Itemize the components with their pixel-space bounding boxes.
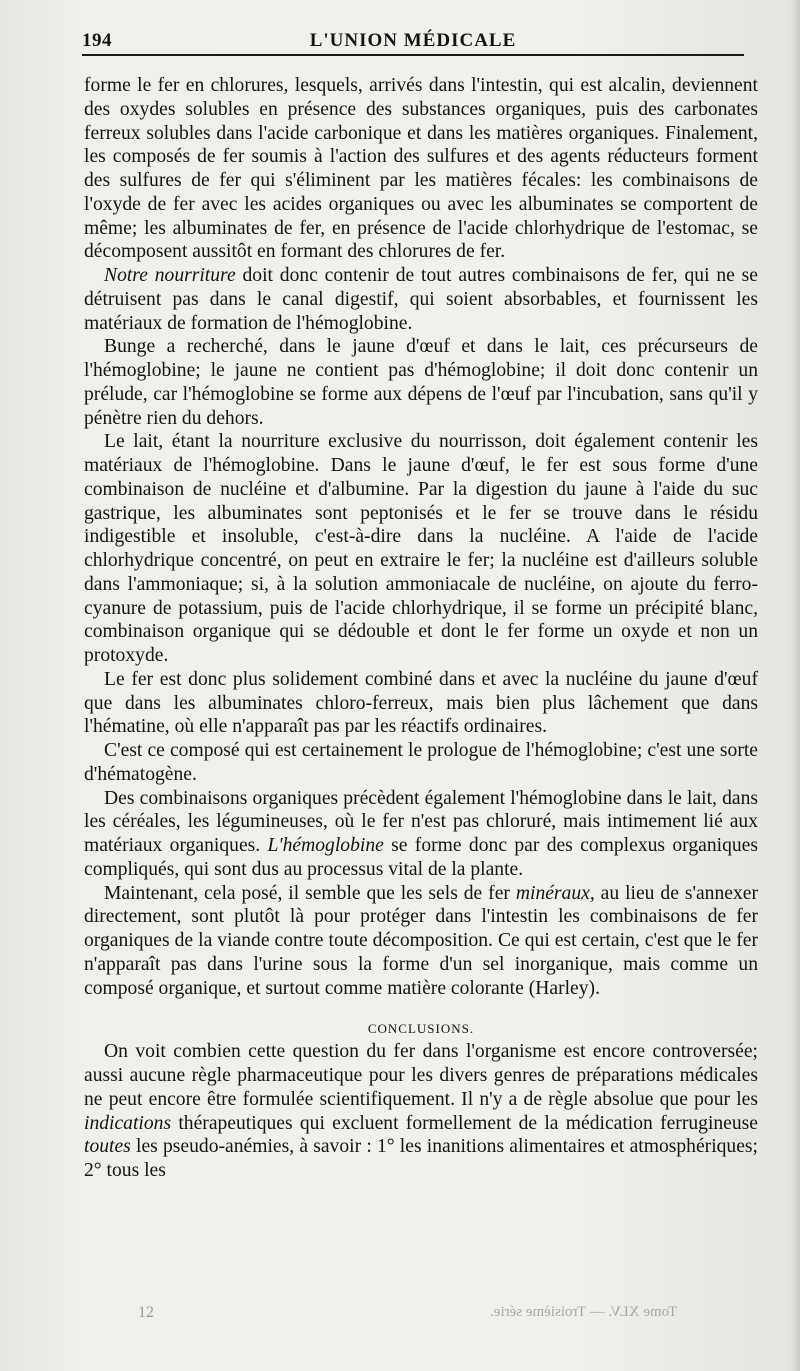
paragraph: [84, 787, 758, 882]
paragraph: [84, 1040, 758, 1183]
paragraph-text: On voit combien cette question du fer dans l'organisme est encore controversée; aussi aucune règle pharmaceutique pour les divers genres de préparations médicales ne peut encore être formulée scientifiquement. Il n'y a de règle absolue que pour les: [84, 1041, 758, 1110]
paragraph: forme le fer en chlorures, lesquels, arrivés dans l'intestin, qui est alcalin, deviennent des oxydes solubles en présence des substances organiques, puis des carbonates ferreux solubles dans l'acide carbonique et dans les matières organiques. Finalement, les composés de fer soumis à l'action des sulfures et des agents réducteurs forment des sulfures de fer qui s'éliminent par les matières fécales: les combinaisons de l'oxyde de fer avec les acides organiques ou avec les albuminates se comportent de même; les albuminates de fer, en présence de l'acide chlorhydrique de l'estomac, se décomposent aussitôt en formant des chlorures de fer.: [84, 75, 758, 263]
paragraph-text: Des combinaisons organiques précèdent également l'hémoglobine dans le lait, dans les céréales, les légumineuses, où le fer n'est pas chloruré, mais intimement lié aux matériaux organiques.: [84, 787, 758, 856]
paragraph: Le fer est donc plus solidement combiné dans et avec la nucléine du jaune d'œuf que dans les albuminates chloro-ferreux, mais bien plus lâchement que dans l'hématine, où elle n'apparaît pas par les réactifs ordinaires.: [84, 668, 758, 738]
paragraph-text: thérapeutiques qui excluent formellement de la médication ferrugineuse: [171, 1112, 758, 1134]
section-heading: CONCLUSIONS.: [367, 1021, 475, 1037]
signature-mark: 12: [138, 1304, 154, 1321]
paragraph: Le lait, étant la nourriture exclusive du nourrisson, doit également contenir les matériaux de l'hémoglobine. Dans le jaune d'œuf, le fer est sous forme d'une combinaison de nucléine et d'albumine. Par la digestion du jaune à l'aide du suc gastrique, les albuminates sont peptonisés et le fer se trouve dans le résidu indigestible et insoluble, c'est-à-dire dans la nucléine. A l'aide de l'acide chlorhydrique concentré, on peut en extraire le fer; la nucléine est d'ailleurs soluble dans l'ammoniaque; si, à la solution ammoniacale de nucléine, on ajoute du ferro-cyanure de potassium, puis de l'acide chlorhydrique, il se forme un précipité blanc, combinaison organique qui se dédouble et dont le fer forme un oxyde et non un protoxyde.: [84, 431, 758, 666]
paragraph-text: au lieu de s'annexer directement, sont plutôt là pour protéger dans l'intestin les combinaisons de fer organiques de la viande contre toute décomposition. Ce qui est certain, c'est que le fer n'apparaît pas dans l'urine sous la forme d'un sel inorganique, mais comme un composé organique, et surtout comme matière colorante (Harley).: [84, 882, 758, 999]
running-header: [82, 18, 744, 56]
paragraph: C'est ce composé qui est certainement le prologue de l'hémoglobine; c'est une sorte d'hématogène.: [84, 740, 758, 785]
emphasis: Notre nourriture: [104, 265, 236, 286]
paragraph: Bunge a recherché, dans le jaune d'œuf et dans le lait, ces précurseurs de l'hémoglobine; le jaune ne contient pas d'hémoglobine; il doit donc contenir un prélude, car l'hémoglobine se forme aux dépens de l'œuf par l'incubation, sans qu'il y pénètre rien du dehors.: [84, 336, 758, 429]
emphasis: toutes: [84, 1136, 131, 1158]
page-footer: [0, 1300, 800, 1330]
paragraph-text: Maintenant, cela posé, il semble que les sels de fer: [104, 882, 516, 904]
paragraph-text: doit donc contenir de tout autres combinaisons de fer, qui ne se détruisent pas dans le canal digestif, qui soient absorbables, et fournissent les matériaux de formation de l'hémoglobine.: [84, 265, 758, 334]
emphasis: minéraux,: [515, 882, 595, 904]
paragraph-text: se forme donc par des complexus organiques compliqués, qui sont dus au processus vital de la plante.: [84, 835, 758, 880]
emphasis: indications: [84, 1112, 172, 1134]
article-body: [84, 74, 758, 1183]
page-number: 194: [82, 30, 112, 51]
paragraph: [84, 882, 758, 1001]
paragraph-text: les pseudo-anémies, à savoir : 1° les inanitions alimentaires et atmosphériques; 2° tous les: [84, 1136, 758, 1181]
paragraph: [84, 264, 758, 335]
page-edge-shadow: [790, 0, 800, 1371]
running-title: L'UNION MÉDICALE: [309, 30, 517, 51]
bleed-through-text: Tome XLV. — Troisième série.: [490, 1304, 678, 1320]
emphasis: L'hémoglobine: [267, 835, 384, 856]
